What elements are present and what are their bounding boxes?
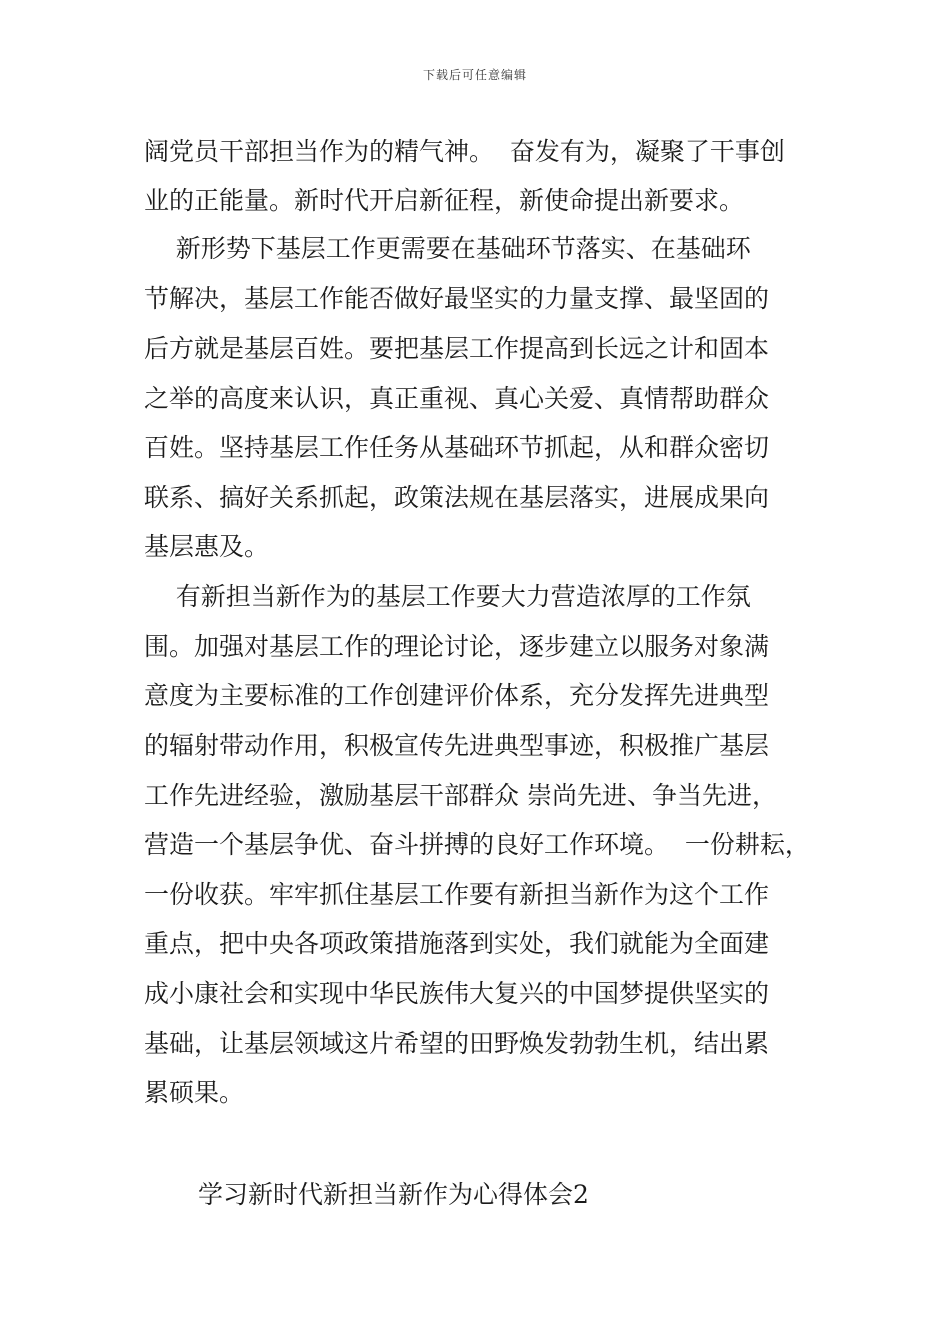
body-line: 工作先进经验，激励基层干部群众 崇尚先进、争当先进，: [144, 781, 777, 810]
body-line: 基础，让基层领域这片希望的田野焕发勃勃生机，结出累: [144, 1029, 770, 1058]
body-line: 节解决，基层工作能否做好最坚实的力量支撑、最坚固的: [144, 284, 770, 313]
section-title: 学习新时代新担当新作为心得体会2: [198, 1180, 589, 1209]
body-line: 意度为主要标准的工作创建评价体系，充分发挥先进典型: [144, 681, 770, 710]
body-line: 有新担当新作为的基层工作要大力营造浓厚的工作氛: [144, 582, 751, 611]
body-line: 新形势下基层工作更需要在基础环节落实、在基础环: [144, 234, 751, 263]
body-line: 营造一个基层争优、奋斗拼搏的良好工作环境。 一份耕耘，: [144, 830, 810, 859]
body-line: 一份收获。牢牢抓住基层工作要有新担当新作为这个工作: [144, 880, 770, 909]
body-line: 重点，把中央各项政策措施落到实处，我们就能为全面建: [144, 929, 770, 958]
body-line: 之举的高度来认识，真正重视、真心关爱、真情帮助群众: [144, 384, 770, 413]
body-line: 百姓。坚持基层工作任务从基础环节抓起，从和群众密切: [144, 433, 770, 462]
body-line: 成小康社会和实现中华民族伟大复兴的中国梦提供坚实的: [144, 979, 770, 1008]
body-line: 业的正能量。新时代开启新征程，新使命提出新要求。: [144, 186, 745, 215]
body-line: 围。加强对基层工作的理论讨论，逐步建立以服务对象满: [144, 632, 770, 661]
page-header: 下载后可任意编辑: [422, 68, 527, 82]
body-line: 的辐射带动作用，积极宣传先进典型事迹，积极推广基层: [144, 731, 770, 760]
body-line: 阔党员干部担当作为的精气神。 奋发有为，凝聚了干事创: [144, 137, 785, 166]
body-line: 后方就是基层百姓。要把基层工作提高到长远之计和固本: [144, 334, 770, 363]
body-line: 累硕果。: [144, 1078, 245, 1107]
body-line: 联系、搞好关系抓起，政策法规在基层落实，进展成果向: [144, 483, 770, 512]
body-line: 基层惠及。: [144, 532, 270, 561]
